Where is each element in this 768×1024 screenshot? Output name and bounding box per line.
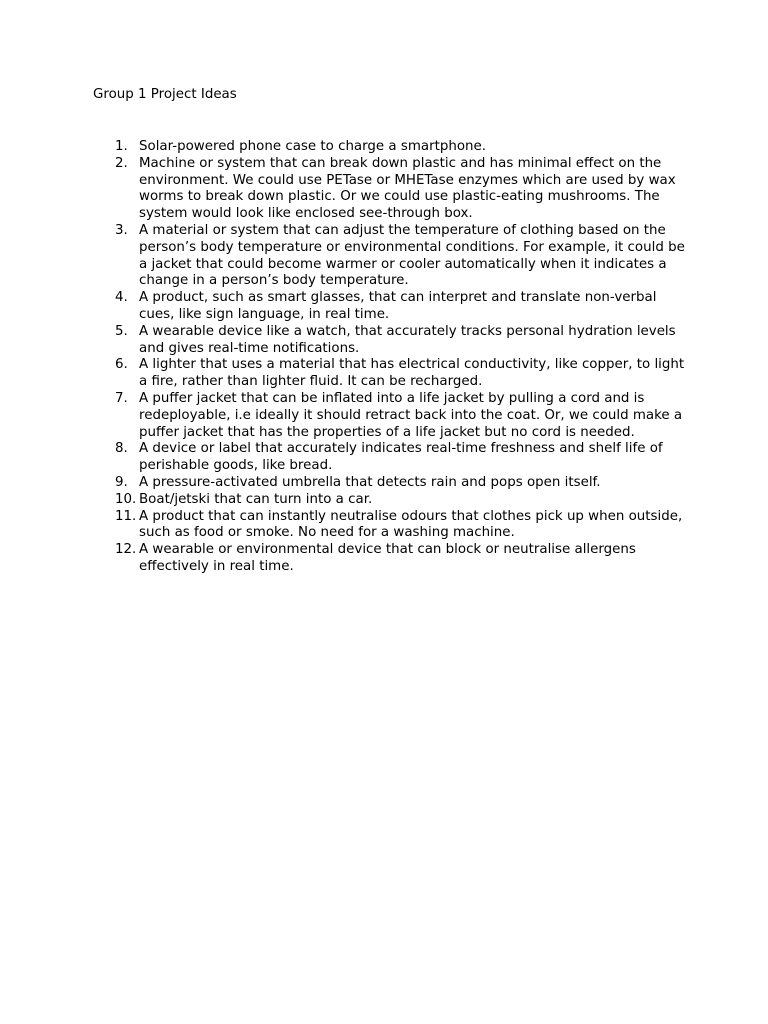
list-item-number: 8. bbox=[115, 441, 128, 457]
list-item-number: 4. bbox=[115, 290, 128, 306]
list-item-text: A wearable or environmental device that can block or neutralise allergens effectively in real time. bbox=[139, 542, 636, 574]
list-item-text: A product that can instantly neutralise odours that clothes pick up when outside, such as food or smoke. No need for a washing machine. bbox=[139, 508, 683, 541]
list-item bbox=[115, 509, 685, 543]
list-item bbox=[115, 324, 685, 358]
list-item-text: A wearable device like a watch, that accurately tracks personal hydration levels and gives real-time notifications. bbox=[139, 323, 676, 356]
list-item-text: A product, such as smart glasses, that can interpret and translate non-verbal cues, like sign language, in real time. bbox=[139, 290, 657, 322]
list-item bbox=[115, 492, 685, 509]
list-item-number: 3. bbox=[115, 222, 128, 238]
list-item bbox=[115, 139, 685, 156]
list-item bbox=[115, 357, 685, 391]
list-item-text: A material or system that can adjust the temperature of clothing based on the person’s body temperature or environmental conditions. For example, it could be a jacket that could become warmer or cooler automatically when it indicates a change in a person’s body temperature. bbox=[139, 222, 685, 289]
list-item-text: A device or label that accurately indicates real-time freshness and shelf life of perishable goods, like bread. bbox=[139, 441, 663, 474]
list-item bbox=[115, 290, 685, 324]
list-item bbox=[115, 156, 685, 223]
list-item-text: A lighter that uses a material that has electrical conductivity, like copper, to light a fire, rather than lighter fluid. It can be recharged. bbox=[139, 357, 685, 390]
list-item bbox=[115, 391, 685, 441]
list-item-text: A pressure-activated umbrella that detects rain and pops open itself. bbox=[139, 474, 601, 490]
list-item-number: 1. bbox=[115, 139, 128, 154]
list-item bbox=[115, 441, 685, 475]
list-item-number: 10. bbox=[115, 491, 137, 507]
list-item-number: 11. bbox=[115, 508, 137, 524]
list-item-text: Boat/jetski that can turn into a car. bbox=[139, 491, 373, 507]
list-item-number: 12. bbox=[115, 542, 137, 558]
list-item-text: A puffer jacket that can be inflated into a life jacket by pulling a cord and is redeployable, i.e ideally it should retract back into the coat. Or, we could make a puffer jacket that has the properties of a life jacket but no cord is needed. bbox=[139, 390, 683, 440]
list-item-number: 2. bbox=[115, 155, 128, 171]
list-item-number: 6. bbox=[115, 357, 128, 373]
page-title: Group 1 Project Ideas bbox=[93, 87, 237, 102]
list-item-text: Machine or system that can break down plastic and has minimal effect on the environment. We could use PETase or MHETase enzymes which are used by wax worms to break down plastic. Or we could use plastic-eating mushrooms. The system would look like enclosed see-through box. bbox=[139, 155, 676, 222]
list-item bbox=[115, 475, 685, 492]
list-item-number: 9. bbox=[115, 474, 128, 490]
list-item bbox=[115, 223, 685, 290]
list-item bbox=[115, 542, 685, 576]
list-item-text: Solar-powered phone case to charge a smartphone. bbox=[139, 139, 487, 154]
list-item-number: 5. bbox=[115, 323, 128, 339]
project-ideas-list bbox=[115, 139, 685, 576]
list-item-number: 7. bbox=[115, 390, 128, 406]
